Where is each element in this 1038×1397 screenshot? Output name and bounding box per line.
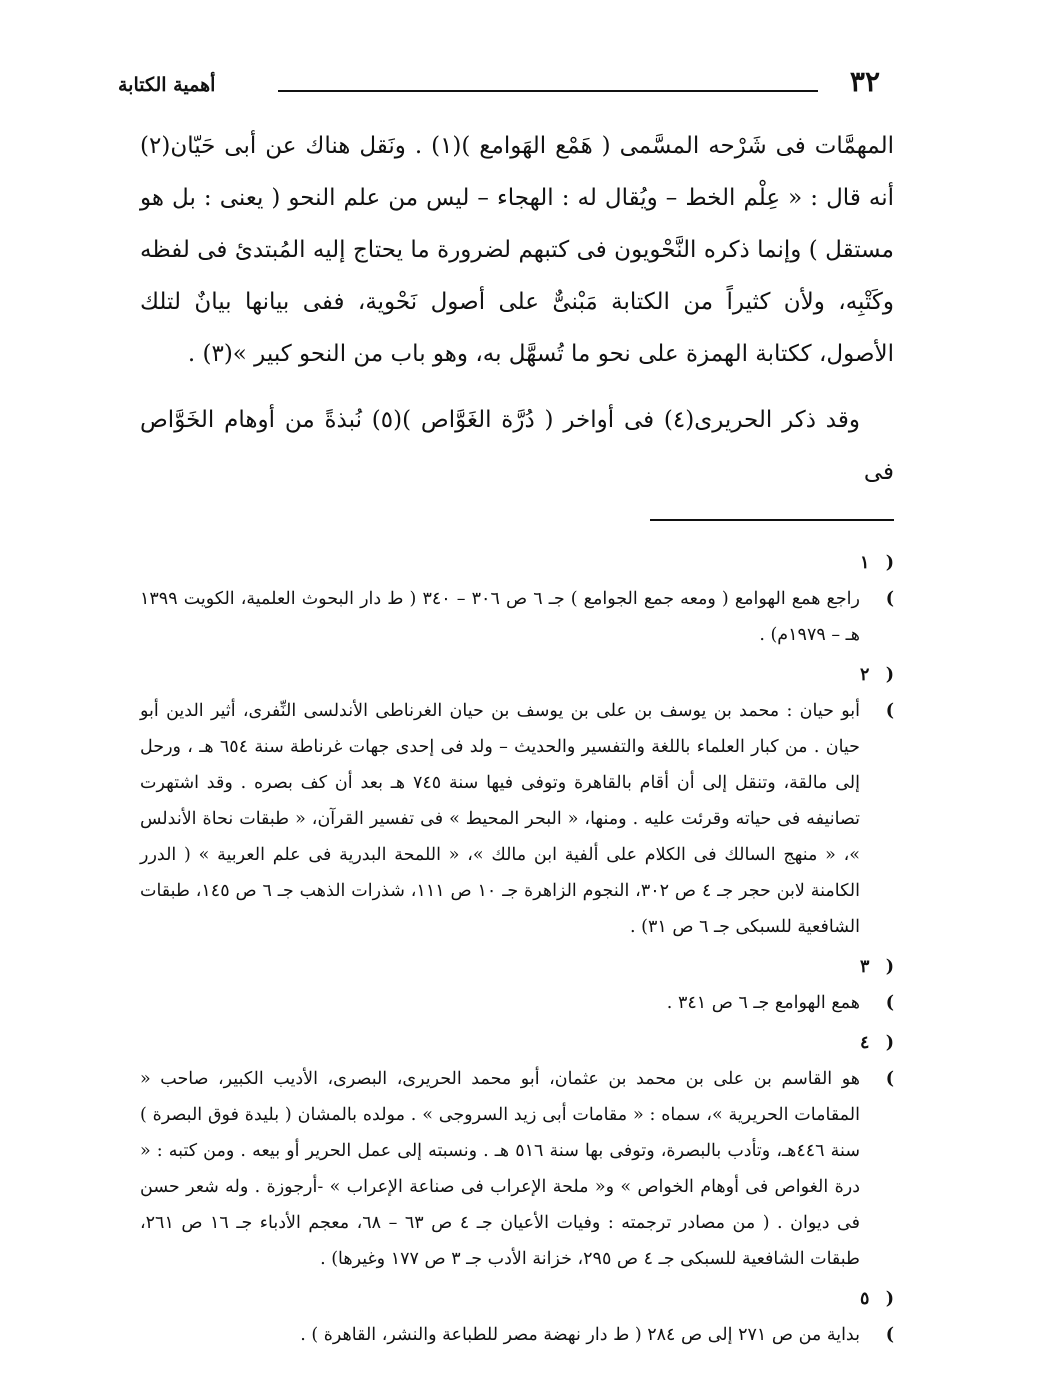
footnote-item xyxy=(140,545,894,653)
running-title: أهمية الكتابة xyxy=(118,74,216,96)
footnote-text: همع الهوامع جـ ٦ ص ٣٤١ . xyxy=(666,993,860,1013)
main-text xyxy=(140,120,894,498)
body-paragraph: المهمَّات فى شَرْحه المسَّمى ( هَمْع الهَوامع )(١) . ونَقل هناك عن أبى حَيّان(٢) أنه قال : « عِلْم الخط – ويُقال له : الهجاء – ليس من علم النحو ( يعنى : بل هو مستقل ) وإنما ذكره النَّحْويون فى كتبهم لضرورة ما يحتاج إليه المُبتدئ فى لفظه وكَتْبِه، ولأن كثيراً من الكتابة مَبْنىٌّ على أصول نَحْوية، ففى بيانها بيانٌ لتلك الأصول، ككتابة الهمزة على نحو ما تُسهَّل به، وهو باب من النحو كبير »(٣) . xyxy=(140,133,894,367)
footnote-item xyxy=(140,1281,894,1353)
footnote-item xyxy=(140,657,894,945)
page-number: ٣٢ xyxy=(849,65,880,98)
footnote-number: ( ٢ ) xyxy=(860,665,894,721)
footnote-separator xyxy=(650,519,894,521)
footnote-number: ( ٤ ) xyxy=(860,1033,894,1089)
footnote-number: ( ١ ) xyxy=(860,553,894,609)
body-paragraph: وقد ذكر الحريرى(٤) فى أواخر ( دُرَّة الغَوَّاص )(٥) نُبذةً من أوهام الخَوَّاص فى xyxy=(140,407,894,485)
footnote-text: بداية من ص ٢٧١ إلى ص ٢٨٤ ( ط دار نهضة مصر للطباعة والنشر، القاهرة ) . xyxy=(300,1325,860,1345)
footnote-item xyxy=(140,949,894,1021)
footnote-text: هو القاسم بن على بن محمد بن عثمان، أبو محمد الحريرى، البصرى، الأديب الكبير، صاحب « المقامات الحريرية »، سماه : « مقامات أبى زيد السروجى » . مولده بالمشان ( بليدة فوق البصرة ) سنة ٤٤٦هـ، وتأدب بالبصرة، وتوفى بها سنة ٥١٦ هـ . ونسبته إلى عمل الحرير أو بيعه . ومن كتبه : « درة الغواص فى أوهام الخواص » و« ملحة الإعراب فى صناعة الإعراب » -أرجوزة . وله شعر حسن فى ديوان . ( من مصادر ترجمته : وفيات الأعيان جـ ٤ ص ٦٣ – ٦٨، معجم الأدباء جـ ١٦ ص ٢٦١، طبقات الشافعية للسبكى جـ ٤ ص ٢٩٥، خزانة الأدب جـ ٣ ص ١٧٧ وغيرها) . xyxy=(140,1069,860,1269)
footnote-number: ( ٥ ) xyxy=(860,1289,894,1345)
footnotes xyxy=(140,545,894,1357)
footnote-text: أبو حيان : محمد بن يوسف بن على بن يوسف بن حيان الغرناطى الأندلسى النِّفرى، أثير الدين أبو حيان . من كبار العلماء باللغة والتفسير والحديث – ولد فى إحدى جهات غرناطة سنة ٦٥٤ هـ ، ورحل إلى مالقة، وتنقل إلى أن أقام بالقاهرة وتوفى فيها سنة ٧٤٥ هـ بعد أن كف بصره . وقد اشتهرت تصانيفه فى حياته وقرئت عليه . ومنها، « البحر المحيط » فى تفسير القرآن، « طبقات نحاة الأندلس »، « منهج السالك فى الكلام على ألفية ابن مالك »، « اللمحة البدرية فى علم العربية » ( الدرر الكامنة لابن حجر جـ ٤ ص ٣٠٢، النجوم الزاهرة جـ ١٠ ص ١١١، شذرات الذهب جـ ٦ ص ١٤٥، طبقات الشافعية للسبكى جـ ٦ ص ٣١) . xyxy=(140,701,860,937)
footnote-item xyxy=(140,1025,894,1277)
footnote-number: ( ٣ ) xyxy=(860,957,894,1013)
page-header xyxy=(118,66,880,106)
header-rule xyxy=(278,90,818,92)
footnote-text: راجع همع الهوامع ( ومعه جمع الجوامع ) جـ ٦ ص ٣٠٦ – ٣٤٠ ( ط دار البحوث العلمية، الكويت ١٣٩٩ هـ – ١٩٧٩م) . xyxy=(140,589,860,645)
